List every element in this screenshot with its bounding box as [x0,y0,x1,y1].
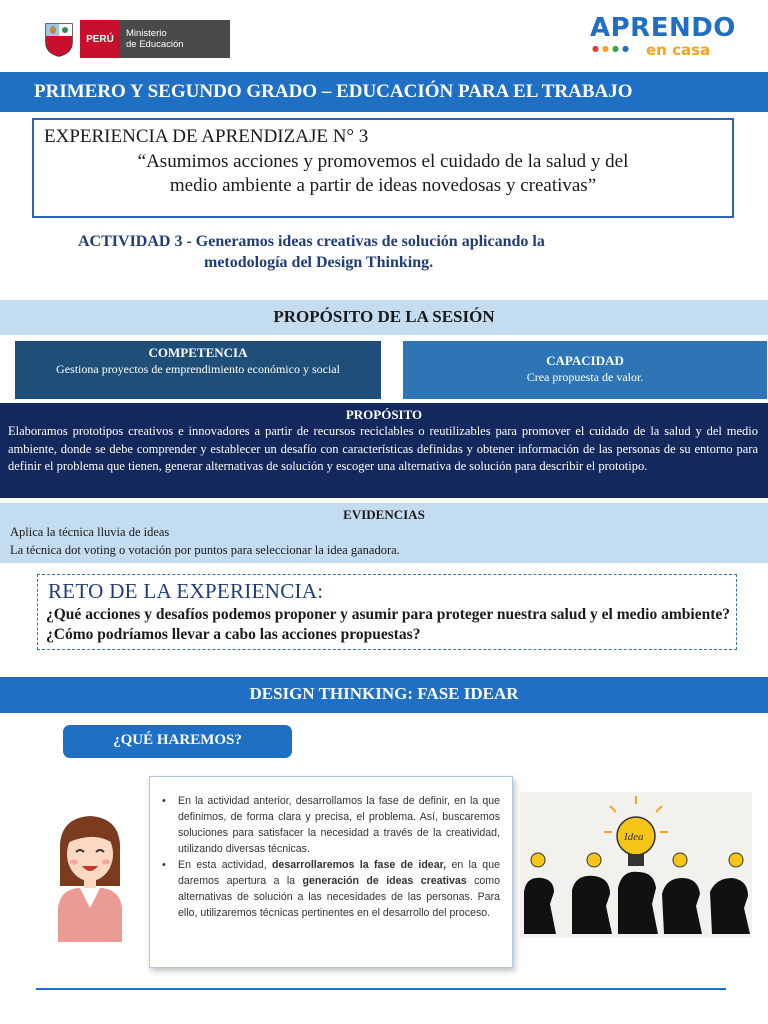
capacidad-box [403,341,767,399]
card-bullet-2 [156,857,500,921]
peru-label: PERÚ [80,20,120,58]
challenge-box [37,574,737,650]
que-haremos-button[interactable]: ¿QUÉ HAREMOS? [63,725,292,758]
student-girl-illustration [52,808,128,942]
card-bullet-2-bold-a: desarrollaremos la fase de idear, [271,859,447,871]
evidencia-item: Aplica la técnica lluvia de ideas [10,525,170,539]
aprendo-logo [590,14,735,60]
competencia-text: Gestiona proyectos de emprendimiento económico y social [56,362,340,376]
competencia-box [15,341,381,399]
ministry-line-2: de Educación [126,39,184,50]
experience-box [32,118,734,218]
card-bullet-2-text-b: en la que daremos apertura a la [178,859,500,887]
proposito-label: PROPÓSITO [345,407,423,422]
ministry-label [120,20,230,58]
aprendo-word: APRENDO [590,13,736,43]
proposito-box [0,403,768,498]
capacidad-text: Crea propuesta de valor. [526,370,644,384]
grade-title-bar: PRIMERO Y SEGUNDO GRADO – EDUCACIÓN PARA EL TRABAJO [0,72,768,112]
activity-title [78,231,700,273]
evidencias-box [0,503,768,563]
card-bullet-2-bold-b: generación de ideas creativas [302,875,467,887]
challenge-question: ¿Qué acciones y desafíos podemos proponer y asumir para proteger nuestra salud y el medio ambiente? ¿Cómo podríamos llevar a cabo las acciones propuestas? [46,606,730,643]
proposito-text: Elaboramos prototipos creativos e innovadores a partir de recursos reciclables o reutilizables para promover el cuidado de la salud y del medio ambiente, donde se debe comprender y establecer un desafío con características definidas y obtener información de las personas de su entorno para definir el problema que tienen, generar alternativas de solución y escoger una alternativa de solución para describir el prototipo. [8,424,758,473]
aprendo-dots: ●●●● [592,44,632,53]
evidencia-item: La técnica dot voting o votación por puntos para seleccionar la idea ganadora. [10,543,400,557]
design-thinking-bar: DESIGN THINKING: FASE IDEAR [0,677,768,713]
experience-title [34,150,732,198]
experience-title-line-1: “Asumimos acciones y promovemos el cuidado de la salud y del [137,151,629,172]
bulb-label: Idea [624,831,644,843]
purpose-heading: PROPÓSITO DE LA SESIÓN [0,300,768,335]
evidencias-label: EVIDENCIAS [343,507,425,522]
experience-title-line-2: medio ambiente a partir de ideas novedosas y creativas” [169,175,597,196]
competencia-label: COMPETENCIA [148,345,248,360]
challenge-heading: RETO DE LA EXPERIENCIA: [48,579,324,603]
capacidad-label: CAPACIDAD [546,353,624,368]
peru-shield-icon [42,20,76,58]
card-bullet-2-text-a: En esta actividad, [178,859,272,871]
card-bullet-2-text-c: como alternativas de solución a las necesidades de las personas. Para ello, utilizaremos técnicas pertinentes en el desarrollo del proceso. [178,875,500,919]
experience-heading: EXPERIENCIA DE APRENDIZAJE N° 3 [44,126,369,147]
ministry-line-1: Ministerio [126,28,167,39]
en-casa-word: en casa [646,41,711,59]
bottom-divider [36,988,726,990]
lightbulb-heads-illustration [520,792,752,938]
activity-line-1: ACTIVIDAD 3 - Generamos ideas creativas de solución aplicando la [78,233,545,250]
activity-line-2: metodología del Design Thinking. [204,254,434,271]
phase-description-card [149,776,513,968]
card-bullet-1: • En la actividad anterior, desarrollamos la fase de definir, en la que definimos, de forma clara y precisa, el problema. Así, buscaremos soluciones para satisfacer la necesidad a través de la creatividad, utilizando diversas técnicas. [156,793,500,857]
minedu-logo [42,20,230,58]
